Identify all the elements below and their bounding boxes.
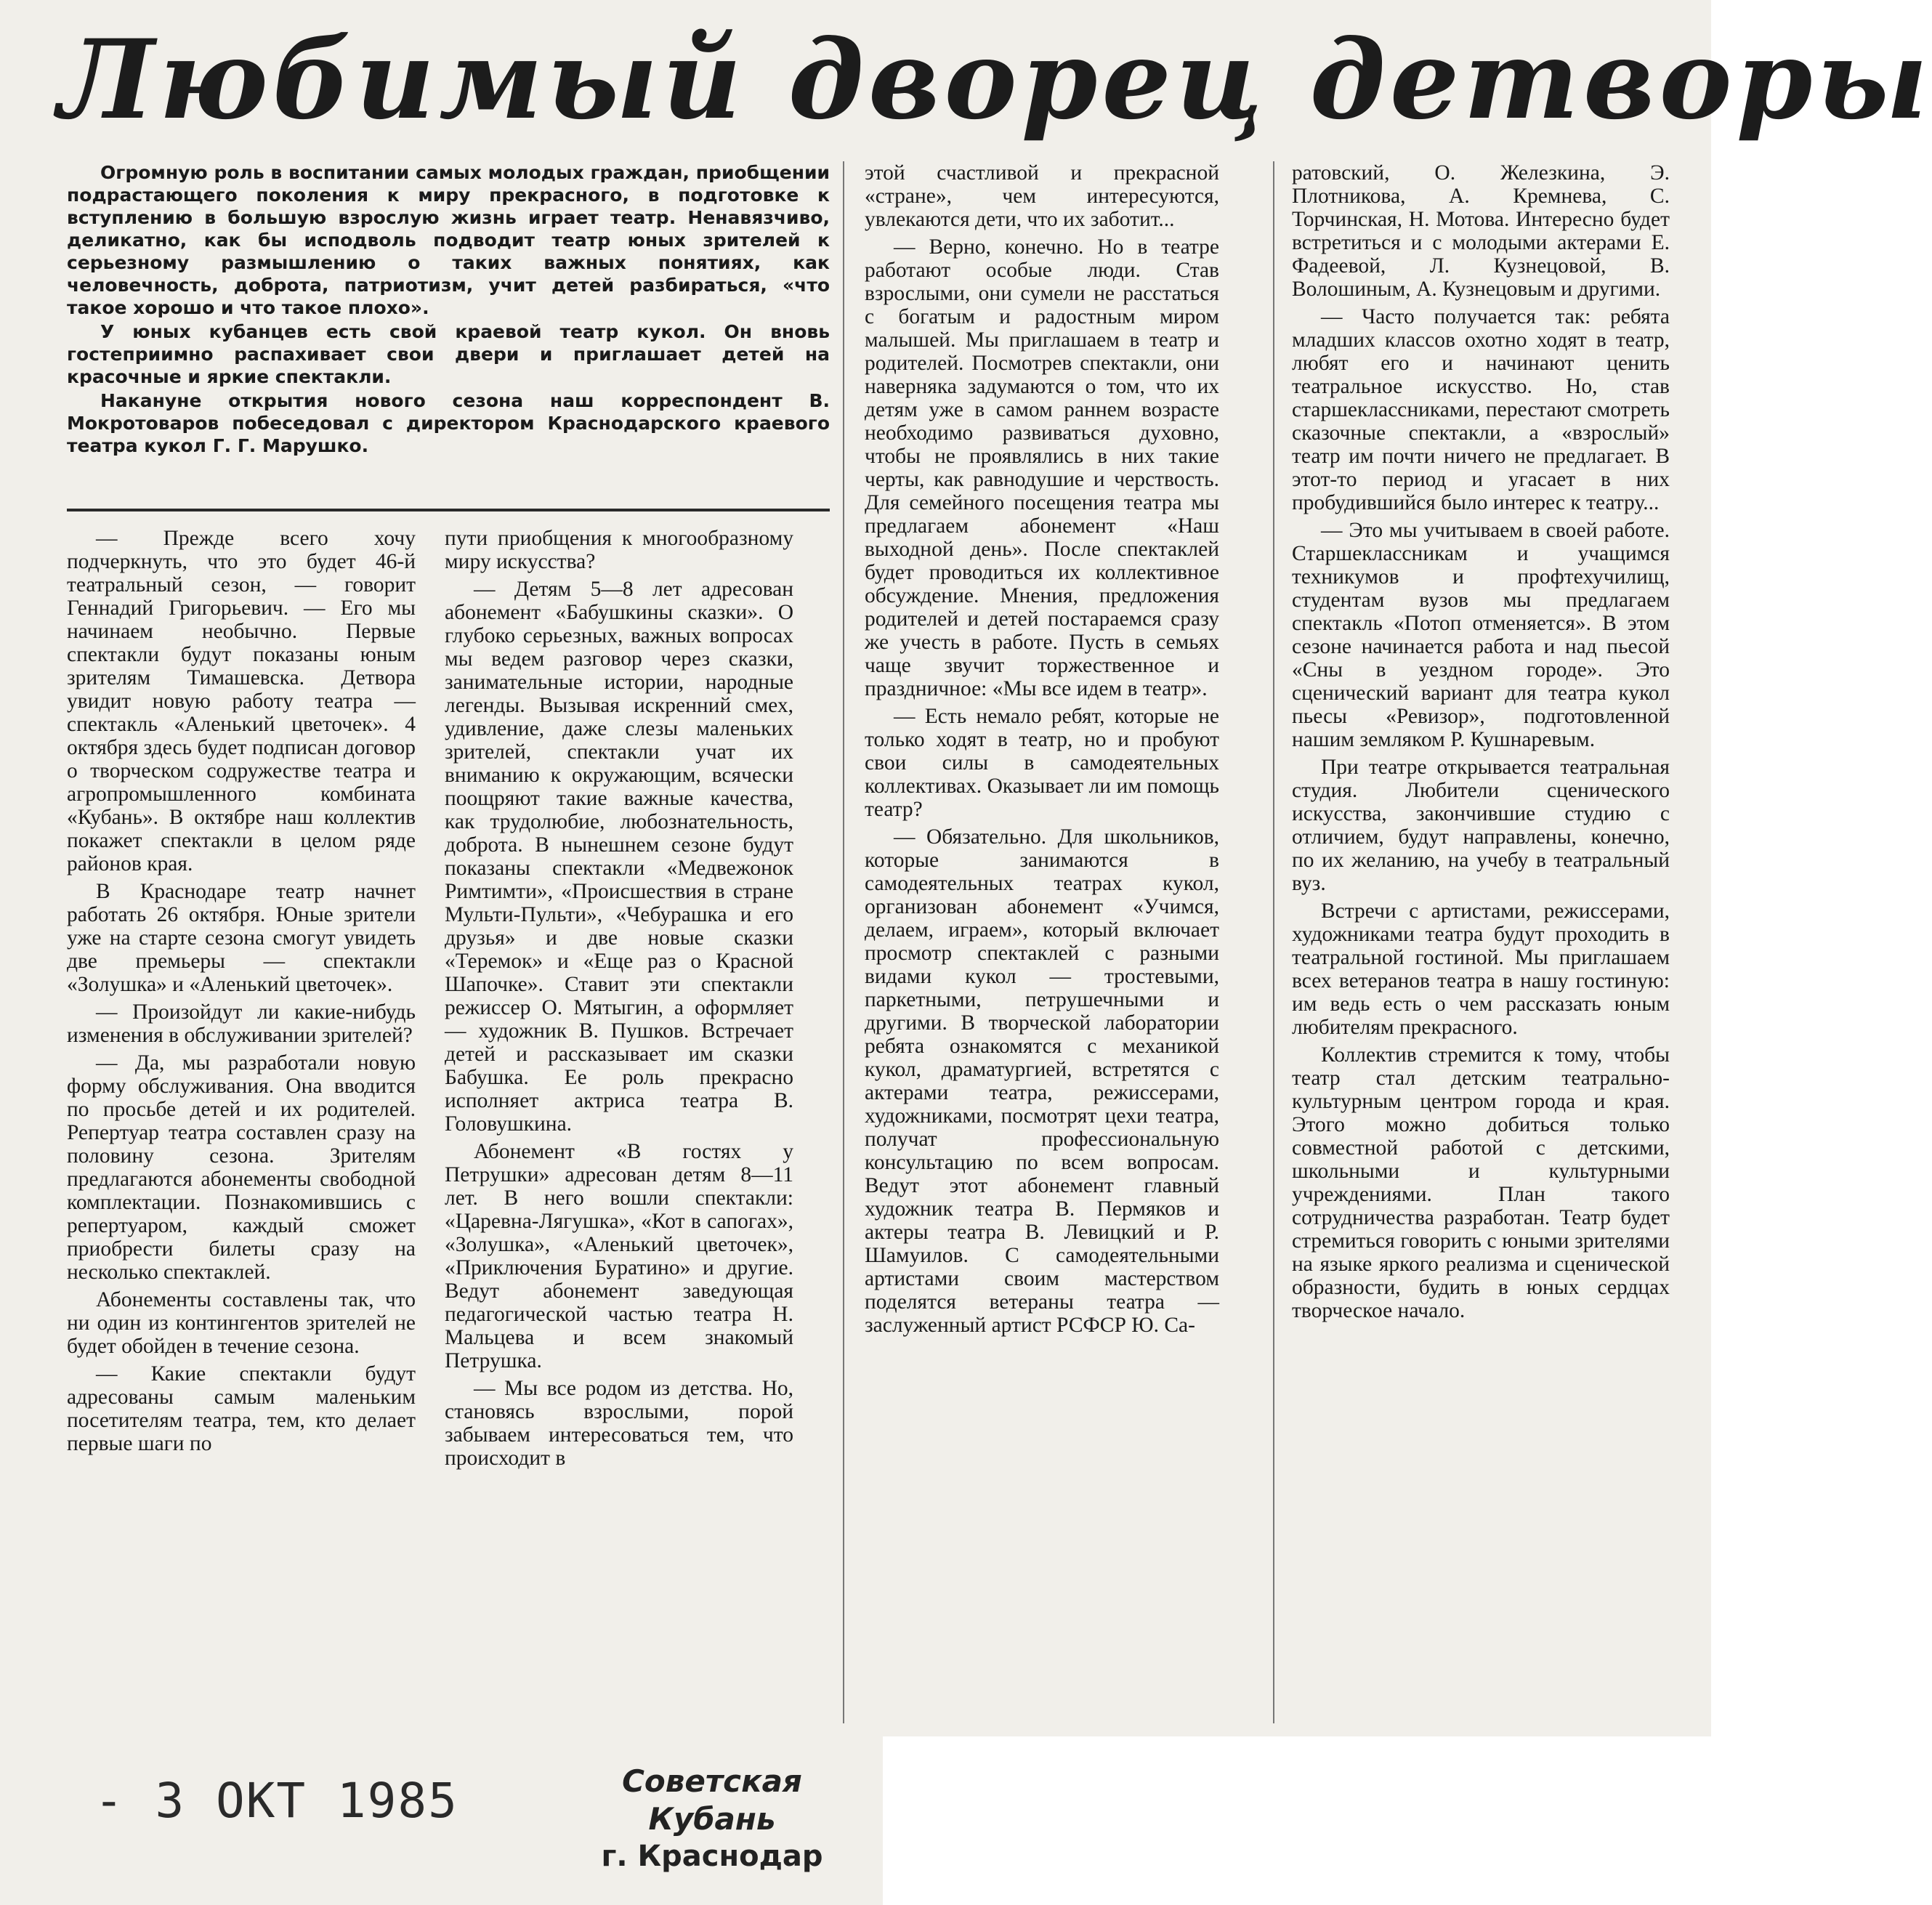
article-lead — [67, 161, 830, 458]
column-paragraph: — Какие спектакли будут адресованы самым маленьким посетителям театра, тем, кто делает первые шаги по — [67, 1362, 416, 1455]
lead-paragraph: Накануне открытия нового сезона наш корреспондент В. Мокротоваров побеседовал с директором Краснодарского краевого театра кукол Г. Г. Марушко. — [67, 390, 830, 456]
lead-divider — [67, 509, 830, 511]
column-paragraph: этой счастливой и прекрасной «стране», чем интересуются, увлекаются дети, что их заботит... — [865, 161, 1219, 231]
column-paragraph: Встречи с артистами, режиссерами, художниками театра будут проходить в театральной гостиной. Мы приглашаем всех ветеранов театра в нашу гостиную: им ведь есть о чем рассказать юным любителям прекрасного. — [1292, 899, 1670, 1039]
column-paragraph: — Произойдут ли какие-нибудь изменения в обслуживании зрителей? — [67, 1000, 416, 1047]
column-divider — [843, 161, 844, 1723]
column-paragraph: — Обязательно. Для школьников, которые занимаются в самодеятельных театрах кукол, организован абонемент «Учимся, делаем, играем», который включает просмотр спектаклей с разными видами кукол — тростевыми, паркетными, петрушечными и другими. В творческой лаборатории ребята ознакомятся с механикой кукол, драматургией, встретятся с актерами театра, режиссерами, художниками, посмотрят цехи театра, получат профессиональную консультацию по всем вопросам. Ведут этот абонемент главный художник театра В. Пермяков и актеры театра В. Левицкий и Р. Шамуилов. С самодеятельными артистами своим мастерством поделятся ветераны театра — заслуженный артист РСФСР Ю. Са- — [865, 825, 1219, 1337]
column-paragraph: — Мы все родом из детства. Но, становясь взрослыми, порой забываем интересоваться тем, что происходит в — [445, 1377, 793, 1470]
column-paragraph: Абонементы составлены так, что ни один из контингентов зрителей не будет обойден в течение сезона. — [67, 1288, 416, 1358]
article-column-1 — [67, 527, 416, 1460]
lead-paragraph: Огромную роль в воспитании самых молодых граждан, приобщении подрастающего поколения к миру прекрасного, в подготовке к вступлению в большую взрослую жизнь играет театр. Ненавязчиво, деликатно, как бы исподволь подводит театр юных зрителей к серьезному размышлению о таких важных понятиях, как человечность, доброта, патриотизм, учит детей разбираться, «что такое хорошо и что такое плохо». — [67, 162, 830, 318]
newspaper-name: Советская Кубань — [622, 1763, 802, 1837]
column-paragraph: — Прежде всего хочу подчеркнуть, что это будет 46-й театральный сезон, — говорит Геннадий Григорьевич. — Его мы начинаем необычно. Первые спектакли будут показаны юным зрителям Тимашевска. Детвора увидит новую работу театра — спектакль «Аленький цветочек». 4 октября здесь будет подписан договор о творческом содружестве театра и агропромышленного комбината «Кубань». В октябре наш коллектив покажет спектакли в целом ряде районов края. — [67, 527, 416, 875]
article-headline: Любимый дворец детворы — [58, 16, 1932, 144]
date-stamp: - 3 ОКТ 1985 — [94, 1773, 458, 1829]
column-paragraph: — Верно, конечно. Но в театре работают особые люди. Став взрослыми, они сумели не расстаться с богатым и радостным миром малышей. Мы приглашаем в театр и родителей. Посмотрев спектакли, они наверняка задумаются о том, что их детям уже в самом раннем возрасте необходимо развиваться духовно, чтобы не проявлялись в них такие черты, как равнодушие и черствость. Для семейного посещения театра мы предлагаем абонемент «Наш выходной день». После спектаклей будет проводиться их коллективное обсуждение. Мнения, предложения родителей и детей постараемся сразу же учесть в работе. Пусть в семьях чаще звучит торжественное и праздничное: «Мы все идем в театр». — [865, 235, 1219, 700]
column-paragraph: ратовский, О. Железкина, Э. Плотникова, А. Кремнева, С. Торчинская, Н. Мотова. Интересно будет встретиться и с молодыми актерами Е. Фадеевой, Л. Кузнецовой, В. Волошиным, А. Кузнецовым и другими. — [1292, 161, 1670, 301]
column-paragraph: При театре открывается театральная студия. Любители сценического искусства, закончившие студию с отличием, будут направлены, конечно, по их желанию, на учебу в театральный вуз. — [1292, 756, 1670, 895]
column-paragraph: пути приобщения к многообразному миру искусства? — [445, 527, 793, 573]
column-paragraph: — Это мы учитываем в своей работе. Старшеклассникам и учащимся техникумов и профтехучилищ, студентам вузов мы предлагаем спектакль «Потоп отменяется». В этом сезоне начинается работа и над пьесой «Сны в уездном городе». Это сценический вариант для театра кукол пьесы «Ревизор», подготовленной нашим земляком Р. Кушнаревым. — [1292, 519, 1670, 751]
column-paragraph: В Краснодаре театр начнет работать 26 октября. Юные зрители уже на старте сезона смогут увидеть две премьеры — спектакли «Золушка» и «Аленький цветочек». — [67, 880, 416, 996]
newspaper-stamp — [574, 1763, 850, 1874]
column-paragraph: — Детям 5—8 лет адресован абонемент «Бабушкины сказки». О глубоко серьезных, важных вопросах мы ведем разговор через сказки, занимательные истории, народные легенды. Вызывая искренний смех, удивление, даже слезы маленьких зрителей, спектакли учат их вниманию к окружающим, всячески поощряют такие важные качества, как трудолюбие, любознательность, доброта. В нынешнем сезоне будут показаны спектакли «Медвежонок Римтимти», «Происшествия в стране Мульти-Пульти», «Чебурашка и его друзья» и две новые сказки «Теремок» и «Еще раз о Красной Шапочке». Ставит эти спектакли режиссер О. Мятыгин, а оформляет — художник В. Пушков. Встречает детей и рассказывает им сказки Бабушка. Ее роль прекрасно исполняет актриса театра В. Головушкина. — [445, 578, 793, 1136]
column-divider — [1273, 161, 1274, 1723]
column-paragraph: Абонемент «В гостях у Петрушки» адресован детям 8—11 лет. В него вошли спектакли: «Царевна-Лягушка», «Кот в сапогах», «Золушка», «Аленький цветочек», «Приключения Буратино» и другие. Ведут абонемент заведующая педагогической частью театра Н. Мальцева и всем знакомый Петрушка. — [445, 1140, 793, 1372]
article-column-3 — [865, 161, 1219, 1341]
column-paragraph: Коллектив стремится к тому, чтобы театр стал детским театрально-культурным центром города и края. Этого можно добиться только совместной работой с детскими, школьными и культурными учреждениями. План такого сотрудничества разработан. Театр будет стремиться говорить с юными зрителями на языке яркого реализма и сценической образности, будить в юных сердцах творческое начало. — [1292, 1043, 1670, 1322]
column-paragraph: — Часто получается так: ребята младших классов охотно ходят в театр, любят его и начинают ценить театральное искусство. Но, став старшеклассниками, перестают смотреть сказочные спектакли, а «взрослый» театр им почти ничего не предлагает. В этот-то период и угасает в них пробудившийся было интерес к театру... — [1292, 305, 1670, 514]
column-paragraph: — Да, мы разработали новую форму обслуживания. Она вводится по просьбе детей и их родителей. Репертуар театра составлен сразу на половину сезона. Зрителям предлагаются абонементы свободной комплектации. Познакомившись с репертуаром, каждый сможет приобрести билеты сразу на несколько спектаклей. — [67, 1051, 416, 1284]
lead-paragraph: У юных кубанцев есть свой краевой театр кукол. Он вновь гостеприимно распахивает свои двери и приглашает детей на красочные и яркие спектакли. — [67, 321, 830, 387]
article-column-2 — [445, 527, 793, 1474]
column-paragraph: — Есть немало ребят, которые не только ходят в театр, но и пробуют свои силы в самодеятельных коллективах. Оказывает ли им помощь театр? — [865, 705, 1219, 821]
article-column-4 — [1292, 161, 1670, 1327]
newspaper-city: г. Краснодар — [601, 1840, 823, 1873]
